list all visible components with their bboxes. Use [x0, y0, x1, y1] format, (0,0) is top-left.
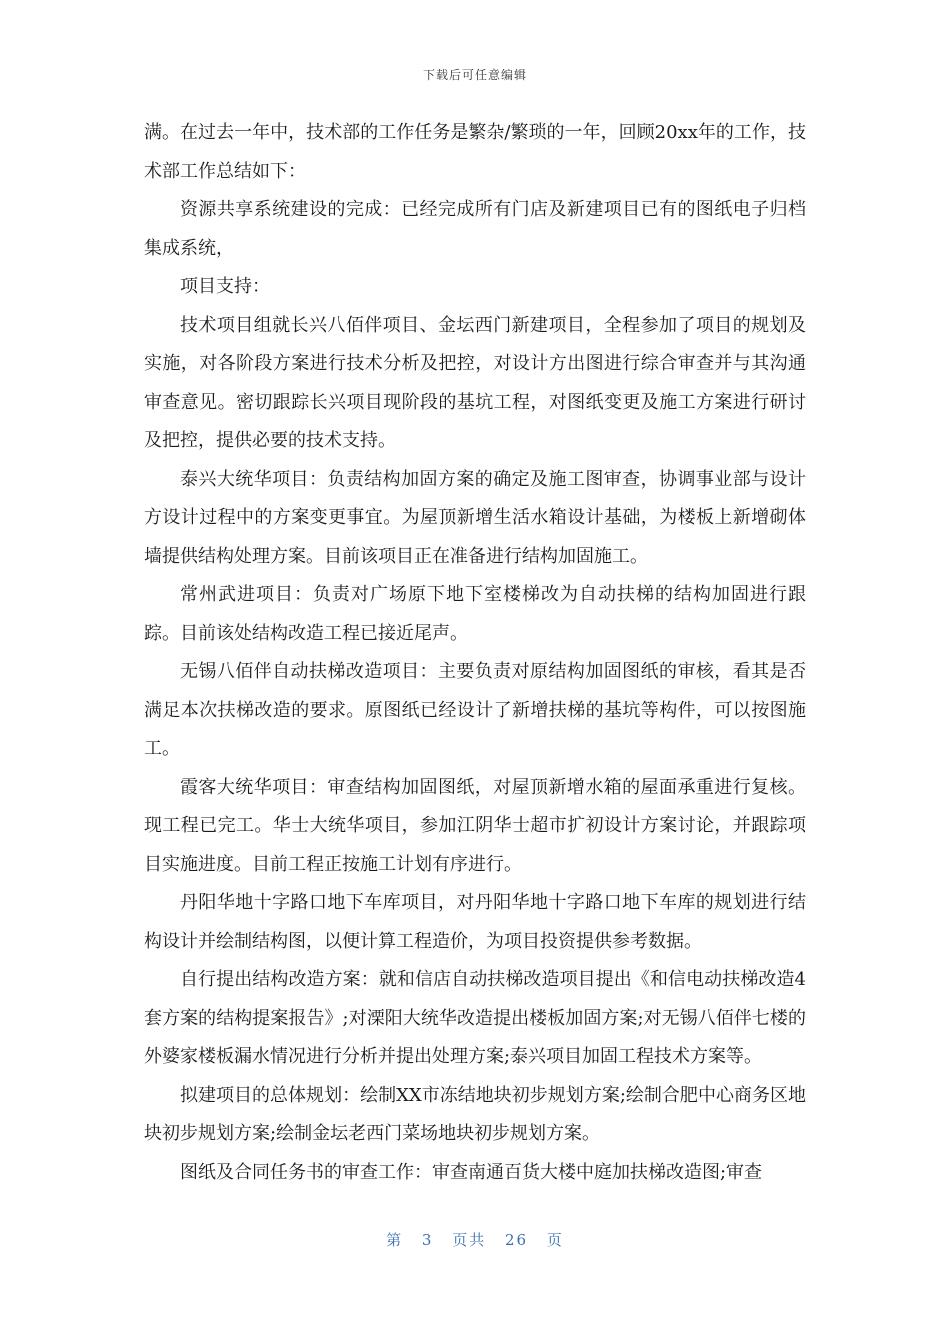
footer-current-page: 3 — [421, 1231, 434, 1249]
footer-label-page: 第 — [386, 1231, 404, 1249]
page-footer — [0, 1229, 950, 1250]
paragraph-danyang-garage: 丹阳华地十字路口地下车库项目，对丹阳华地十字路口地下车库的规划进行结构设计并绘制结构图，以便计算工程造价，为项目投资提供参考数据。 — [144, 892, 806, 952]
footer-label-of: 页共 — [452, 1231, 487, 1249]
paragraph-continuation: 满。在过去一年中，技术部的工作任务是繁杂/繁琐的一年，回顾20xx年的工作，技术部工作总结如下： — [144, 122, 806, 182]
paragraph-changzhou-wujin: 常州武进项目：负责对广场原下地下室楼梯改为自动扶梯的结构加固进行跟踪。目前该处结构改造工程已接近尾声。 — [144, 584, 806, 644]
footer-label-end: 页 — [546, 1231, 564, 1249]
page-header: 下载后可任意编辑 — [422, 68, 527, 82]
footer-total-pages: 26 — [505, 1231, 529, 1249]
paragraph-changxing-jintan: 技术项目组就长兴八佰伴项目、金坛西门新建项目，全程参加了项目的规划及实施，对各阶段方案进行技术分析及把控，对设计方出图进行综合审查并与其沟通审查意见。密切跟踪长兴项目现阶段的基坑工程，对图纸变更及施工方案进行研讨及把控，提供必要的技术支持。 — [144, 314, 806, 451]
paragraph-xiake: 霞客大统华项目：审查结构加固图纸，对屋顶新增水箱的屋面承重进行复核。现工程已完工。华士大统华项目，参加江阴华士超市扩初设计方案讨论，并跟踪项目实施进度。目前工程正按施工计划有序进行。 — [144, 776, 806, 875]
paragraph-resource-sharing: 资源共享系统建设的完成：已经完成所有门店及新建项目已有的图纸电子归档集成系统， — [144, 199, 806, 259]
paragraph-wuxi-escalator: 无锡八佰伴自动扶梯改造项目：主要负责对原结构加固图纸的审核，看其是否满足本次扶梯改造的要求。原图纸已经设计了新增扶梯的基坑等构件，可以按图施工。 — [144, 661, 806, 759]
paragraph-project-support-heading: 项目支持： — [180, 276, 270, 297]
paragraph-structural-proposals: 自行提出结构改造方案：就和信店自动扶梯改造项目提出《和信电动扶梯改造4套方案的结构提案报告》;对溧阳大统华改造提出楼板加固方案;对无锡八佰伴七楼的外婆家楼板漏水情况进行分析并提出处理方案;泰兴项目加固工程技术方案等。 — [144, 969, 806, 1067]
paragraph-master-planning: 拟建项目的总体规划：绘制XX市冻结地块初步规划方案;绘制合肥中心商务区地块初步规划方案;绘制金坛老西门菜场地块初步规划方案。 — [144, 1084, 806, 1144]
paragraph-taixing: 泰兴大统华项目：负责结构加固方案的确定及施工图审查，协调事业部与设计方设计过程中的方案变更事宜。为屋顶新增生活水箱设计基础，为楼板上新增砌体墙提供结构处理方案。目前该项目正在准备进行结构加固施工。 — [144, 468, 806, 567]
document-body — [144, 114, 806, 1192]
paragraph-drawing-review: 图纸及合同任务书的审查工作：审查南通百货大楼中庭加扶梯改造图;审查 — [180, 1161, 763, 1183]
